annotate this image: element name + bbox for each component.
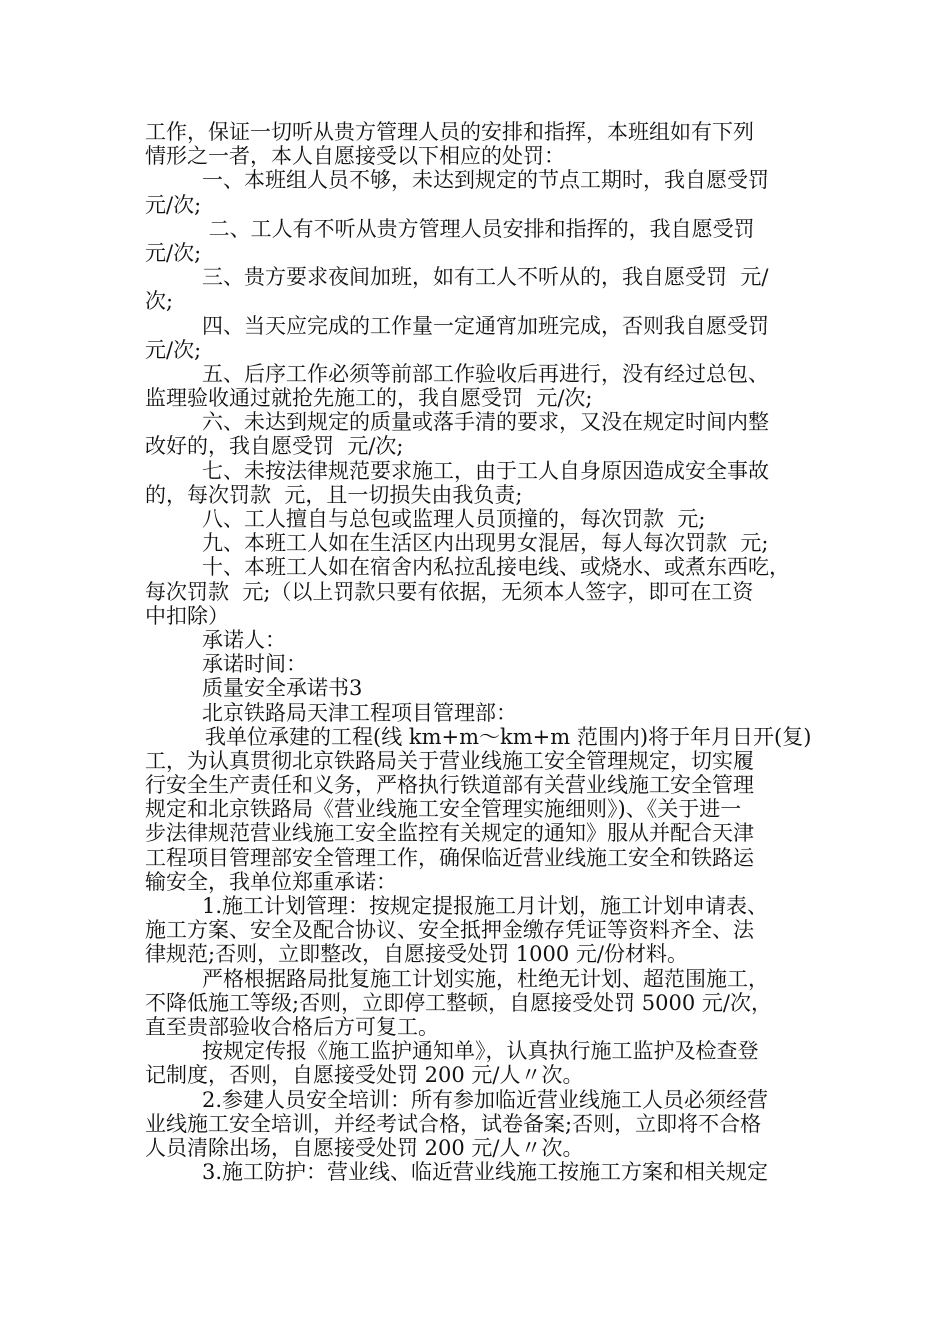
text-line: 元/次; bbox=[145, 240, 202, 265]
text-line: 元/次; bbox=[145, 192, 202, 217]
text-line: 一、本班组人员不够，未达到规定的节点工期时，我自愿受罚 bbox=[202, 168, 769, 193]
text-line: 业线施工安全培训，并经考试合格，试卷备案;否则，立即将不合格 bbox=[145, 1111, 762, 1136]
text-line: 按规定传报《施工监护通知单》，认真执行施工监护及检查登 bbox=[202, 1039, 759, 1064]
text-line: 三、贵方要求夜间加班，如有工人不听从的，我自愿受罚 元/ bbox=[202, 265, 769, 290]
text-line: 步法律规范营业线施工安全监控有关规定的通知》服从并配合天津 bbox=[145, 821, 754, 846]
text-line: 3.施工防护：营业线、临近营业线施工按施工方案和相关规定 bbox=[202, 1160, 769, 1185]
text-line: 严格根据路局批复施工计划实施，杜绝无计划、超范围施工， bbox=[202, 966, 769, 991]
text-line: 七、未按法律规范要求施工，由于工人自身原因造成安全事故 bbox=[202, 458, 769, 483]
text-line: 行安全生产责任和义务，严格执行铁道部有关营业线施工安全管理 bbox=[145, 773, 754, 798]
text-line: 元/次; bbox=[145, 337, 202, 362]
text-line: 九、本班工人如在生活区内出现男女混居，每人每次罚款 元; bbox=[202, 531, 769, 556]
text-line: 情形之一者，本人自愿接受以下相应的处罚： bbox=[145, 144, 565, 169]
text-line: 工程项目管理部安全管理工作，确保临近营业线施工安全和铁路运 bbox=[145, 845, 754, 870]
text-line: 律规范;否则，立即整改，自愿接受处罚 1000 元/份材料。 bbox=[145, 942, 688, 967]
text-line: 直至贵部验收合格后方可复工。 bbox=[145, 1014, 439, 1039]
text-line: 四、当天应完成的工作量一定通宵加班完成，否则我自愿受罚 bbox=[202, 313, 769, 338]
text-line: 工，为认真贯彻北京铁路局关于营业线施工安全管理规定，切实履 bbox=[145, 748, 754, 773]
document-body bbox=[145, 120, 815, 1184]
section-title: 质量安全承诺书3 bbox=[202, 676, 363, 701]
date-label: 承诺时间： bbox=[202, 652, 307, 677]
text-line: 规定和北京铁路局《营业线施工安全管理实施细则》)、《关于进一 bbox=[145, 797, 742, 822]
text-line: 十、本班工人如在宿舍内私拉乱接电线、或烧水、或煮东西吃， bbox=[202, 555, 790, 580]
text-line: 六、未达到规定的质量或落手清的要求，又没在规定时间内整 bbox=[202, 410, 769, 435]
signatory-label: 承诺人： bbox=[202, 627, 286, 652]
text-line: 监理验收通过就抢先施工的，我自愿受罚 元/次; bbox=[145, 386, 593, 411]
text-line: 不降低施工等级;否则，立即停工整顿，自愿接受处罚 5000 元/次， bbox=[145, 990, 772, 1015]
text-line: 的，每次罚款 元，且一切损失由我负责; bbox=[145, 482, 523, 507]
text-line: 我单位承建的工程(线 km+m～km+m 范围内)将于年月日开(复) bbox=[205, 724, 812, 749]
text-line: 每次罚款 元;（以上罚款只要有依据，无须本人签字，即可在工资 bbox=[145, 579, 754, 604]
text-line: 2.参建人员安全培训：所有参加临近营业线施工人员必须经营 bbox=[202, 1087, 769, 1112]
text-line: 五、后序工作必须等前部工作验收后再进行，没有经过总包、 bbox=[202, 361, 769, 386]
text-line: 工作，保证一切听从贵方管理人员的安排和指挥，本班组如有下列 bbox=[145, 120, 754, 144]
text-line: 次; bbox=[145, 289, 174, 314]
text-line: 人员清除出场，自愿接受处罚 200 元/人〃次。 bbox=[145, 1135, 584, 1160]
text-line: 中扣除） bbox=[145, 603, 229, 628]
text-line: 记制度，否则，自愿接受处罚 200 元/人〃次。 bbox=[145, 1063, 584, 1088]
text-line: 1.施工计划管理：按规定提报施工月计划，施工计划申请表、 bbox=[202, 894, 769, 918]
text-line: 施工方案、安全及配合协议、安全抵押金缴存凭证等资料齐全、法 bbox=[145, 918, 754, 943]
text-line: 二、工人有不听从贵方管理人员安排和指挥的，我自愿受罚 bbox=[202, 216, 755, 241]
text-line: 改好的，我自愿受罚 元/次; bbox=[145, 434, 404, 459]
text-line: 八、工人擅自与总包或监理人员顶撞的，每次罚款 元; bbox=[202, 507, 706, 531]
addressee: 北京铁路局天津工程项目管理部： bbox=[202, 700, 517, 725]
text-line: 输安全，我单位郑重承诺： bbox=[145, 869, 397, 894]
